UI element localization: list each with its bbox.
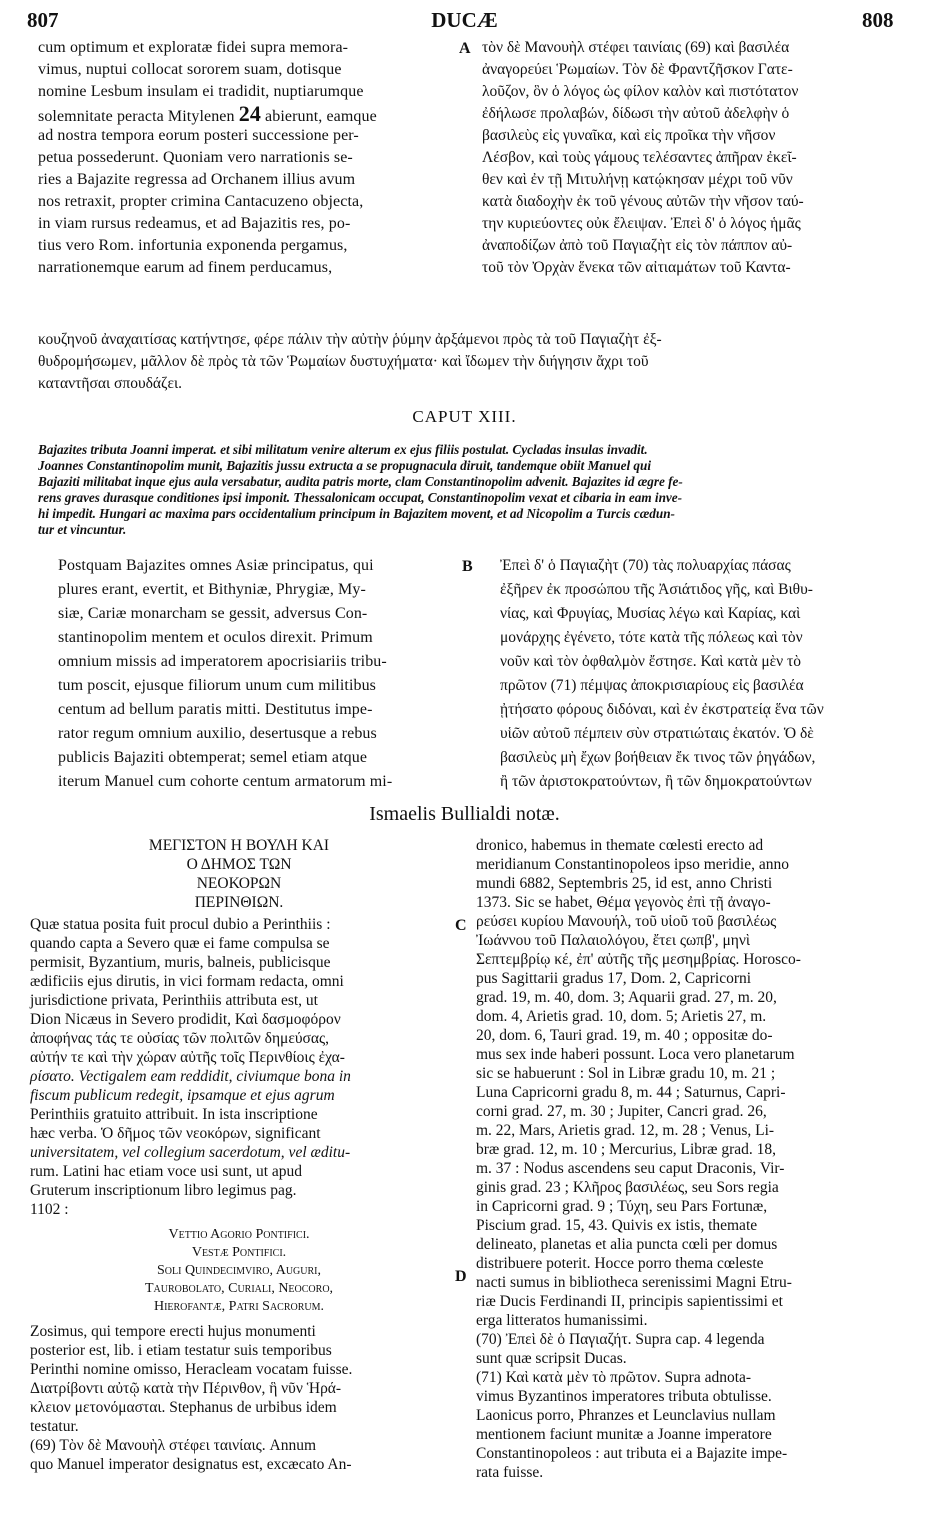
- note-line: grad. 19, m. 40, dom. 3; Aquarii grad. 27, m. 20,: [476, 989, 777, 1006]
- note-line: permisit, Byzantium, muris, balneis, publicisque: [30, 954, 331, 971]
- latin-line: rator regum omnium auxilio, desertusque a rebus: [58, 725, 377, 742]
- note-line: Διατρίβοντι αὐτῷ κατὰ τὴν Πέρινθον, ἣ νῦν Ἡρά-: [30, 1380, 342, 1397]
- greek-line: θεν καὶ ἐν τῇ Μιτυλήνῃ κατῴκησαν μέχρι τοῦ νῦν: [482, 171, 793, 188]
- greek-line: κατὰ διαδοχὴν ἐκ τοῦ γένους αὐτῶν τὴν νῆσον ταύ-: [482, 193, 804, 210]
- summary-line: Joannes Constantinopolim munit, Bajazitis jussu extructa a se propugnacula diruit, tandemque obiit Manuel qui: [38, 458, 652, 473]
- note-line: ædificiis ejus dirutis, in vici formam redacta, omni: [30, 973, 344, 990]
- greek-line: Ἐπεὶ δ' ὁ Παγιαζὴτ (70) τὰς πολυαρχίας πάσας: [500, 557, 791, 574]
- inscription-line: Ο ΔΗΜΟΣ ΤΩΝ: [186, 856, 292, 873]
- latin-line-part: abierunt, eamque: [265, 108, 377, 125]
- running-title: DUCÆ: [431, 8, 498, 32]
- latin-line: Postquam Bajazites omnes Asiæ principatus, qui: [58, 557, 374, 574]
- note-line: dronico, habemus in themate cœlesti erecto ad: [476, 837, 764, 854]
- greek-line: νίας, καὶ Φρυγίας, Μυσίας λέγω καὶ Καρίας, καὶ: [500, 605, 801, 622]
- greek-line: κουζηνοῦ ἀναχαιτίσας κατήντησε, φέρε πάλιν τὴν αὐτὴν ῥύμην ἀρξάμενοι πρὸς τὰ τοῦ Παγιαζὴτ ἐξ-: [38, 331, 662, 348]
- latin-line: ries a Bajazite regressa ad Orchanem illius avum: [38, 171, 356, 188]
- note-line: Perinthi nomine omisso, Heracleam vocatam fuisse.: [30, 1361, 353, 1378]
- note-line: mundi 6882, Septembris 25, id est, anno Christi: [476, 875, 773, 892]
- note-line: sunt quæ scripsit Ducas.: [476, 1350, 627, 1367]
- margin-mark-a: A: [459, 40, 471, 57]
- note-line: sic se habuerunt : Sol in Libræ gradu 10, m. 21 ;: [476, 1065, 776, 1082]
- note-line: erga litteratos humanissimi.: [476, 1312, 648, 1329]
- note-line: αὐτήν τε καὶ τὴν χώραν αὐτῆς τοῖς Περινθίοις ἐχα-: [30, 1049, 345, 1066]
- summary-line: Bajaziti militabat inque ejus aula versabatur, audita patris morte, clam Constantinopolim advenit. Bajazites id ægre fe-: [38, 474, 683, 489]
- latin-line: centum ad bellum paratis mitti. Destitutus impe-: [58, 701, 373, 718]
- note-line: fiscum publicum redegit, ipsamque et ejus agrum: [30, 1087, 335, 1104]
- note-line: Quæ statua posita fuit procul dubio a Perinthiis :: [30, 916, 331, 933]
- note-line: quando capta a Severo quæ ei fame compulsa se: [30, 935, 330, 952]
- summary-line: hi impedit. Hungari ac maxima pars occidentalium principum in Bajazitem movent, et ad Nicopolim a Turcis cædun-: [38, 506, 675, 521]
- note-line: rata fuisse.: [476, 1464, 544, 1481]
- greek-line: καταντῆσαι σπουδάζει.: [38, 375, 183, 392]
- inscription-line: ΜΕΓΙΣΤΟΝ Η ΒΟΥΛΗ ΚΑΙ: [148, 837, 330, 854]
- note-line: vimus Byzantinos imperatores tributa obtulisse.: [476, 1388, 772, 1405]
- note-line: dom. 4, Arietis grad. 10, dom. 5; Arietis 27, m.: [476, 1008, 767, 1025]
- margin-mark-c: C: [455, 917, 467, 934]
- latin-line: nomine Lesbum insulam ei tradidit, nuptiarumque: [38, 83, 364, 100]
- inscription-latin-line: Vestæ Pontifici.: [191, 1245, 287, 1260]
- note-line: bræ grad. 12, m. 10 ; Mercurius, Libræ grad. 18,: [476, 1141, 777, 1158]
- margin-mark-d: D: [455, 1268, 467, 1285]
- note-line: ρίσατο. Vectigalem eam reddidit, civiumque bona in: [30, 1068, 351, 1085]
- note-line: (71) Καὶ κατὰ μὲν τὸ πρῶτον. Supra adnota-: [476, 1369, 752, 1386]
- latin-line: petua possederunt. Quoniam vero narrationis se-: [38, 149, 353, 166]
- inscription-latin-line: Soli Quindecimviro, Auguri,: [157, 1263, 321, 1278]
- note-line: 1373. Sic se habet, Θέμα γεγονὸς ἐπὶ τῇ ἀναγο-: [476, 894, 771, 911]
- inscription-line: ΝΕΟΚΟΡΩΝ: [196, 875, 282, 892]
- note-line: Ἰωάννου τοῦ Παλαιολόγου, ἔτει ςωπβ', μηνὶ: [476, 932, 751, 949]
- note-line: posterior est, lib. i etiam testatur suis temporibus: [30, 1342, 332, 1359]
- note-line: Perinthiis gratuito attribuit. In ista inscriptione: [30, 1106, 318, 1123]
- margin-mark-b: B: [462, 558, 473, 575]
- greek-line: Λέσβον, καὶ τοὺς γάμους τελέσαντες ἀπῆραν ἐκεῖ-: [482, 149, 797, 166]
- greek-line: ᾐτήσατο φόρους διδόναι, καὶ ἐν ἐκστρατείᾳ ἕνα τῶν: [500, 701, 824, 718]
- note-line: Σεπτεμβρίῳ κέ, ἐπ' αὐτῆς τῆς μεσημβρίας. Horosco-: [476, 951, 801, 968]
- note-line: (69) Τὸν δὲ Μανουὴλ στέφει ταινίαις. Annum: [30, 1437, 317, 1454]
- greek-line: ἐδήλωσε προλαβών, δίδωσι τὴν αὐτοῦ ἀδελφὴν ὁ: [482, 105, 790, 122]
- note-line: Dion Nicæus in Severo prodidit, Καὶ δασμοφόρον: [30, 1011, 341, 1028]
- greek-line: τὸν δὲ Μανουὴλ στέφει ταινίαις (69) καὶ βασιλέα: [482, 39, 790, 56]
- note-line: in Capricorni grad. 9 ; Τύχη, seu Pars Fortunæ,: [476, 1198, 768, 1215]
- latin-line-part: solemnitate peracta Mitylenen: [38, 108, 235, 125]
- summary-line: tur et vincuntur.: [38, 522, 127, 537]
- latin-line: plures erant, evertit, et Bithyniæ, Phrygiæ, My-: [58, 581, 366, 598]
- greek-line: υἱῶν αὐτοῦ πέμπειν σὺν στρατιώταις ἑκατόν. Ὁ δὲ: [500, 725, 814, 742]
- note-line: m. 37 : Nodus ascendens seu caput Draconis, Vir-: [476, 1160, 785, 1177]
- note-line: κλειον μετονόμασται. Stephanus de urbibus idem: [30, 1399, 337, 1416]
- note-line: quo Manuel imperator designatus est, excæcato An-: [30, 1456, 352, 1473]
- note-line: ρεύσει κυρίου Μανουήλ, τοῦ υἱοῦ τοῦ βασιλέως: [476, 913, 777, 930]
- note-line: distribuere poterit. Hocce porro thema cœleste: [476, 1255, 764, 1272]
- note-line: universitatem, vel collegium sacerdotum, vel æditu-: [30, 1144, 351, 1161]
- latin-line: [38, 101, 377, 126]
- greek-line: μονάρχης ἐγένετο, τότε κατὰ τῆς πόλεως καὶ τὸν: [500, 629, 803, 646]
- latin-line: stantinopolim mentem et oculos direxit. Primum: [58, 629, 373, 646]
- greek-line: τοῦ τὸν Ὀρχὰν ἕνεκα τῶν αἰτιαμάτων τοῦ Καντα-: [482, 259, 791, 276]
- note-line: Luna Capricorni gradu 8, m. 44 ; Saturnus, Capri-: [476, 1084, 786, 1101]
- note-line: meridianum Constantinopoleos ipso meridie, anno: [476, 856, 789, 873]
- note-line: nacti sumus in bibliotheca serenissimi Magni Etru-: [476, 1274, 792, 1291]
- latin-line: nos retraxit, propter crimina Cantacuzeno objecta,: [38, 193, 364, 210]
- greek-line: βασιλεὺς μὴ ἔχων βοήθειαν ἔκ τινος τῶν ῥηγάδων,: [500, 749, 816, 766]
- note-line: mentionem faciunt munitæ a Joanne imperatore: [476, 1426, 772, 1443]
- line-number: 24: [238, 101, 261, 126]
- note-line: m. 22, Mars, Arietis grad. 12, m. 28 ; Venus, Li-: [476, 1122, 775, 1139]
- note-line: Constantinopoleos : aut tributa ei a Bajazite impe-: [476, 1445, 788, 1462]
- note-line: Zosimus, qui tempore erecti hujus monumenti: [30, 1323, 316, 1340]
- note-line: Piscium grad. 15, 43. Quivis ex istis, themate: [476, 1217, 758, 1234]
- note-line: 20, dom. 6, Tauri grad. 19, m. 40 ; oppositæ do-: [476, 1027, 773, 1044]
- note-line: mus sex inde haberi possunt. Loca vero planetarum: [476, 1046, 795, 1063]
- page-number-left: 807: [27, 8, 59, 32]
- page-number-right: 808: [862, 8, 894, 32]
- greek-line: λοῦζον, ὃν ὁ λόγος ὡς φίλον καλὸν καὶ πιστότατον: [482, 83, 799, 100]
- latin-line: iterum Manuel cum cohorte centum armatorum mi-: [58, 773, 393, 790]
- chapter-title: CAPUT XIII.: [412, 407, 517, 426]
- greek-line: ἢ τῶν ἀριστοκρατούντων, ἢ τῶν δημοκρατούντων: [500, 773, 812, 790]
- note-line: rum. Latini hac etiam voce usi sunt, ut apud: [30, 1163, 303, 1180]
- greek-line: ἐξῆρεν ἐκ προσώπου τῆς Ἀσιάτιδος γῆς, καὶ Βιθυ-: [500, 581, 813, 598]
- note-line: testatur.: [30, 1418, 79, 1435]
- note-line: corni grad. 27, m. 30 ; Jupiter, Cancri grad. 26,: [476, 1103, 767, 1120]
- greek-line: ἀναγορεύει Ῥωμαίων. Τὸν δὲ Φραντζῆσκον Γατε-: [482, 61, 793, 78]
- latin-line: publicis Bajaziti obtemperat; semel etiam atque: [58, 749, 368, 766]
- notes-title: Ismaelis Bullialdi notæ.: [369, 803, 560, 825]
- note-line: jurisdictione privata, Perinthiis attributa est, ut: [30, 992, 318, 1009]
- note-line: (70) Ἐπεὶ δὲ ὁ Παγιαζήτ. Supra cap. 4 legenda: [476, 1331, 765, 1348]
- note-line: ginis grad. 23 ; Κλῆρος βασιλέως, seu Sors regia: [476, 1179, 779, 1196]
- latin-line: vimus, nuptui collocat sororem suam, dotisque: [38, 61, 342, 78]
- greek-line: πρῶτον (71) πέμψας ἀποκρισιαρίους εἰς βασιλέα: [500, 677, 804, 694]
- note-line: 1102 :: [30, 1201, 69, 1218]
- latin-line: ad nostra tempora eorum posteri successione per-: [38, 127, 359, 144]
- inscription-latin-line: Taurobolato, Curiali, Neocoro,: [144, 1281, 334, 1296]
- note-line: pus Sagittarii gradus 17, Dom. 2, Capricorni: [476, 970, 752, 987]
- note-line: Gruterum inscriptionum libro legimus pag.: [30, 1182, 297, 1199]
- summary-line: Bajazites tributa Joanni imperat. et sibi militatum venire alterum ex ejus filiis postulat. Cycladas insulas invadit.: [38, 442, 648, 457]
- latin-line: narrationemque earum ad finem perducamus,: [38, 259, 333, 276]
- note-line: delineato, planetas et alia puncta cœli per domus: [476, 1236, 778, 1253]
- greek-line: θυδρομήσωμεν, μᾶλλον δὲ πρὸς τὰ τῶν Ῥωμαίων δυστυχήματα· καὶ ἴδωμεν τὴν διήγησιν ἄχρι τοῦ: [38, 353, 649, 370]
- note-line: Laonicus porro, Phranzes et Leunclavius nullam: [476, 1407, 776, 1424]
- latin-line: tum poscit, ejusque filiorum unum cum militibus: [58, 677, 377, 694]
- summary-line: rens graves durasque conditiones ipsi imponit. Thessalonicam occupat, Constantinopolim vexat et cibaria in eam inve-: [38, 490, 683, 505]
- inscription-latin-line: Hierofantæ, Patri Sacrorum.: [153, 1299, 325, 1314]
- latin-line: siæ, Cariæ monarcham se gessit, adversus Con-: [58, 605, 368, 622]
- note-line: riæ Ducis Ferdinandi II, principis sapientissimi et: [476, 1293, 783, 1310]
- note-line: hæc verba. Ὁ δῆμος τῶν νεοκόρων, significant: [30, 1125, 321, 1142]
- greek-line: νοῦν καὶ τὸν ὀφθαλμὸν ἔστησε. Καὶ κατὰ μὲν τὸ: [500, 653, 802, 670]
- latin-line: cum optimum et exploratæ fidei supra memora-: [38, 39, 349, 56]
- note-line: ἀποφήνας τάς τε οὐσίας τῶν πολιτῶν δημεύσας,: [30, 1030, 330, 1047]
- inscription-line: ΠΕΡΙΝΘΙΩΝ.: [194, 894, 284, 911]
- inscription-latin-line: Vettio Agorio Pontifici.: [168, 1227, 310, 1242]
- latin-line: tius vero Rom. infortunia exponenda pergamus,: [38, 237, 348, 254]
- greek-line: βασιλεὺς εἰς γυναῖκα, καὶ εἰς προῖκα τὴν νῆσον: [482, 127, 776, 144]
- latin-line: omnium missis ad imperatorem apocrisiariis tribu-: [58, 653, 387, 670]
- latin-line: in viam rursus redeamus, et ad Bajazitis res, po-: [38, 215, 351, 232]
- greek-line: την κυριεύοντες οὐκ ἔλειψαν. Ἐπεὶ δ' ὁ λόγος ἡμᾶς: [482, 215, 801, 232]
- greek-line: ἀναποδίζων ἀπὸ τοῦ Παγιαζὴτ εἰς τὸν πάππον αὐ-: [482, 237, 793, 254]
